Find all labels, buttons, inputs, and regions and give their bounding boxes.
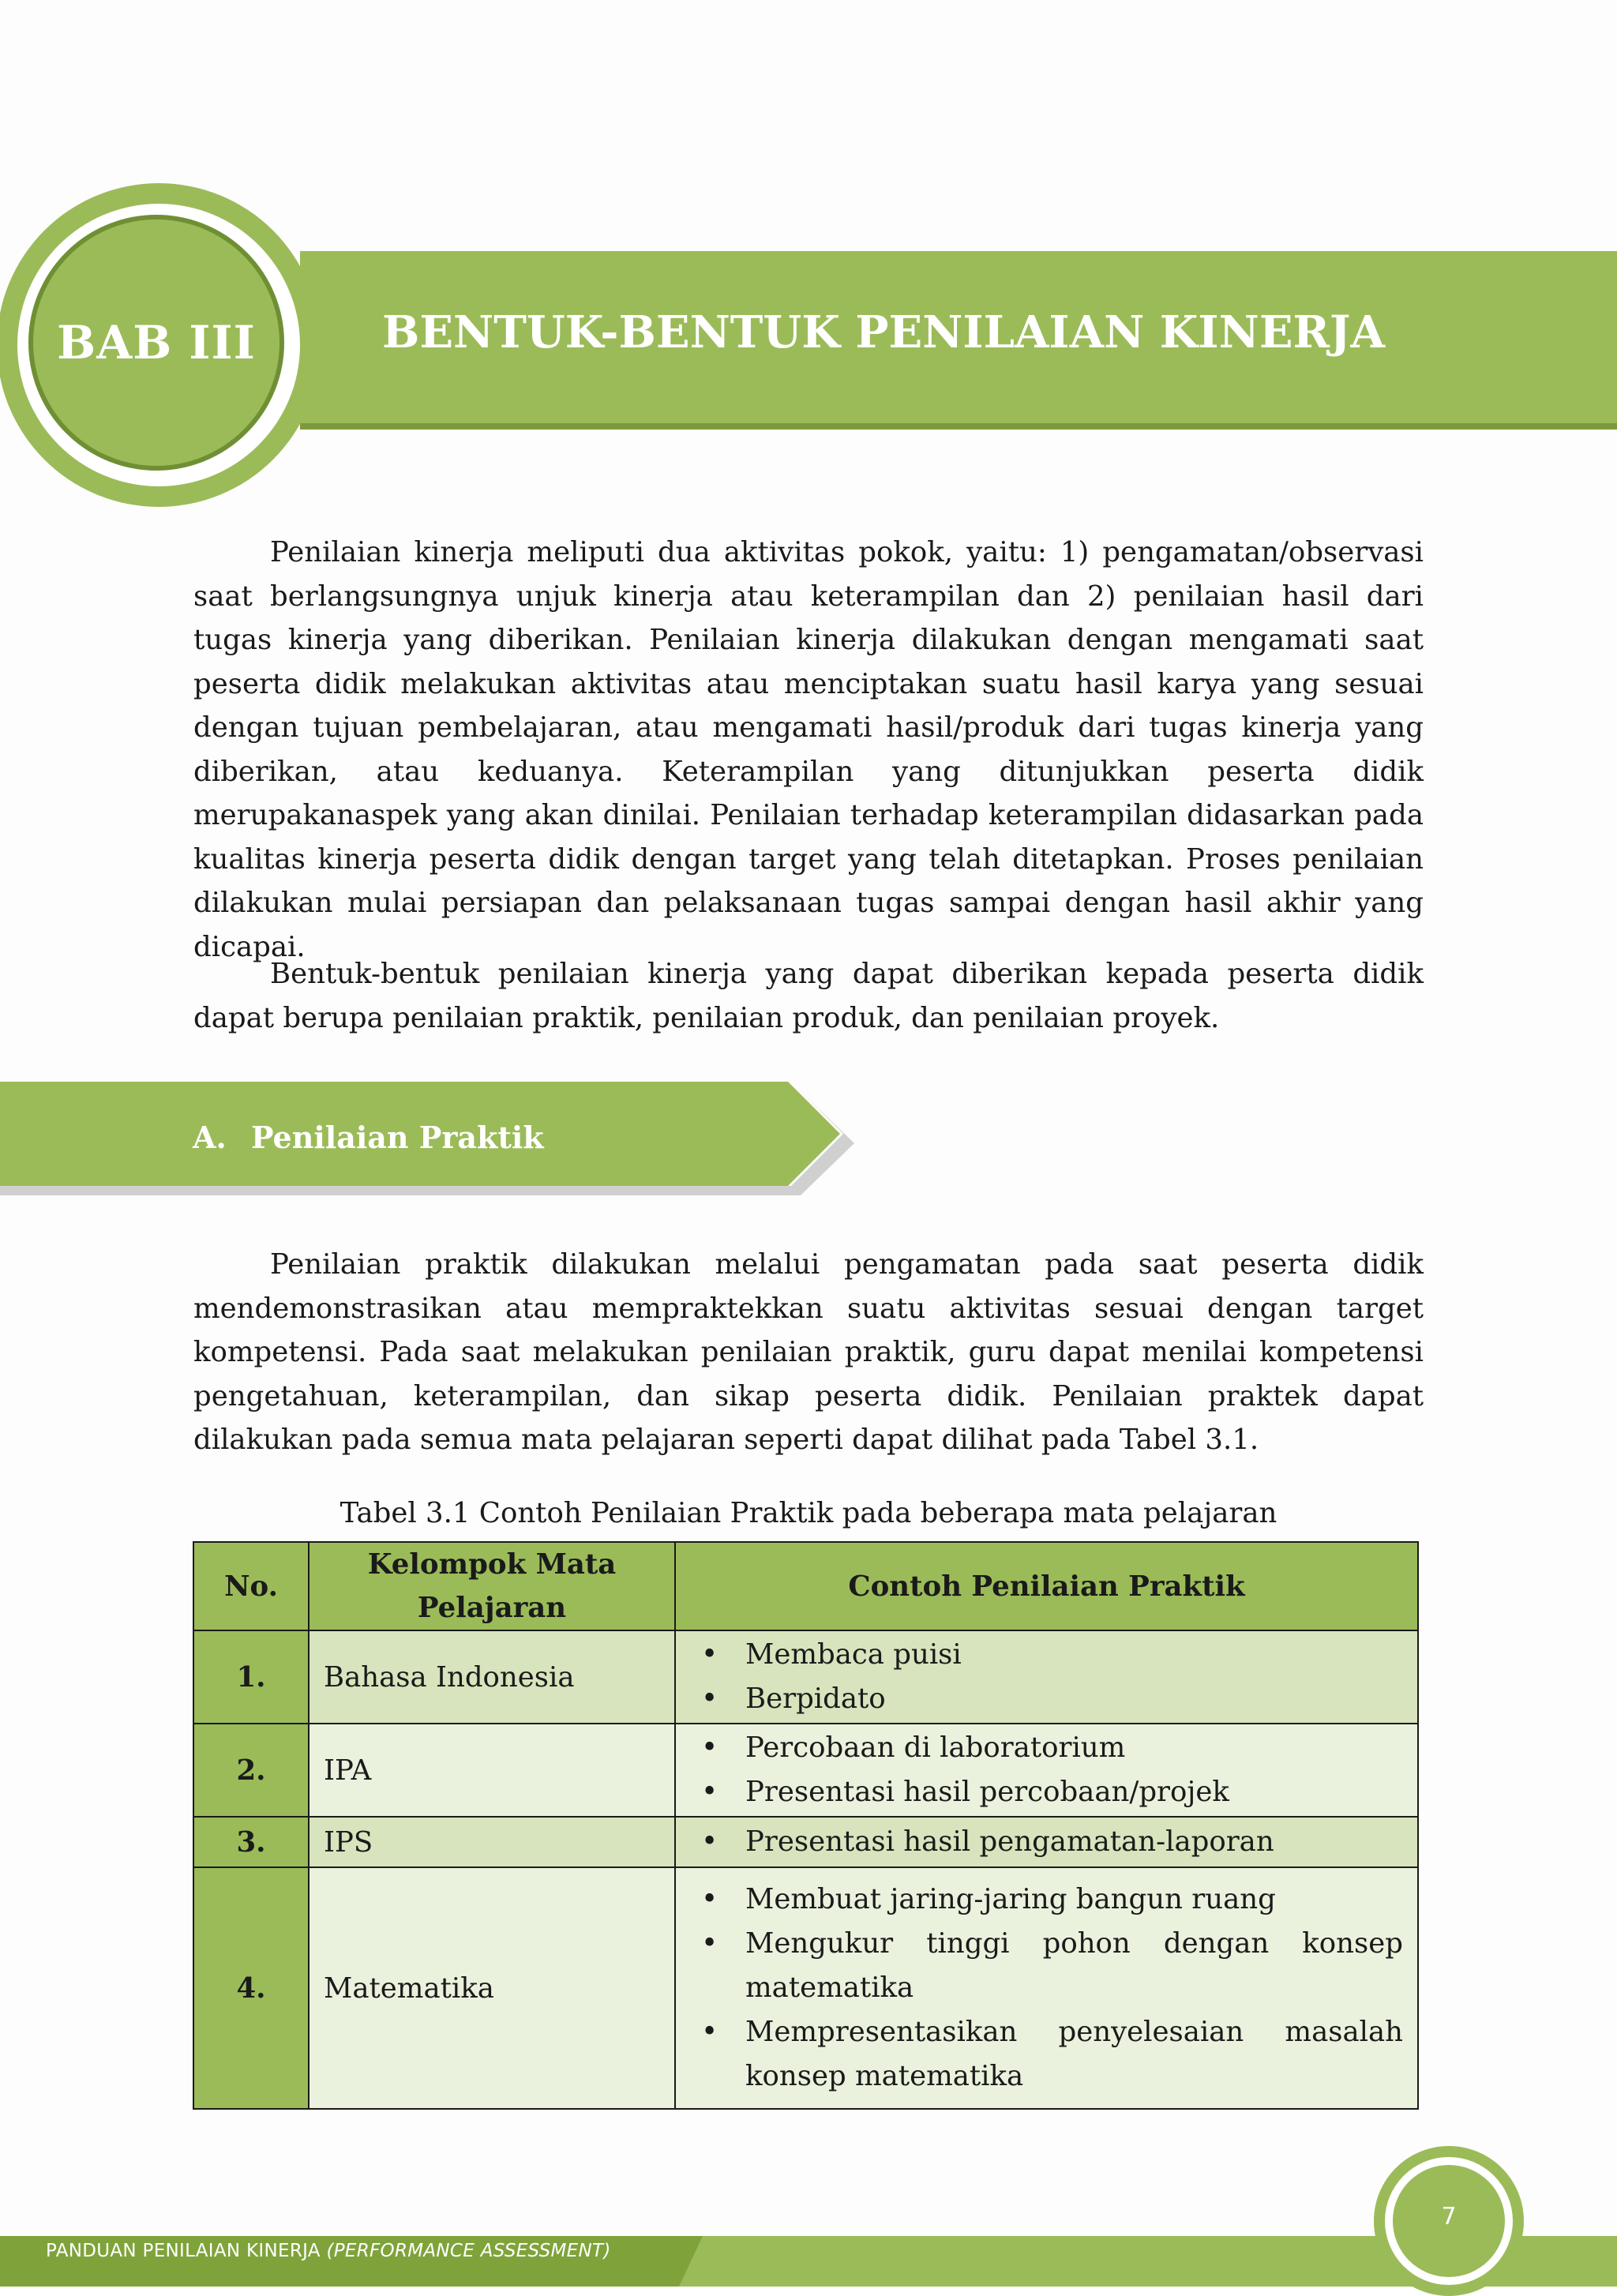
examples-list <box>690 1633 1403 1721</box>
row-examples <box>675 1724 1418 1817</box>
section-heading <box>193 1120 544 1155</box>
example-item: • Membaca puisi <box>690 1633 1403 1677</box>
chapter-header-underline <box>300 423 1617 430</box>
row-subject: Matematika <box>309 1867 675 2109</box>
table-row <box>193 1724 1418 1817</box>
example-item: • Berpidato <box>690 1677 1403 1721</box>
footer-subtitle: (PERFORMANCE ASSESSMENT) <box>326 2241 611 2261</box>
section-paragraph: Penilaian praktik dilakukan melalui pengamatan pada saat peserta didik mendemonstrasikan atau mempraktekkan suatu aktivitas sesuai dengan target kompetensi. Pada saat melakukan penilaian praktik, guru dapat menilai kompetensi pengetahuan, keterampilan, dan sikap peserta didik. Penilaian praktek dapat dilakukan pada semua mata pelajaran seperti dapat dilihat pada Tabel 3.1. <box>193 1248 1424 1456</box>
row-number: 2. <box>193 1724 309 1817</box>
table-row <box>193 1817 1418 1867</box>
row-number: 3. <box>193 1817 309 1867</box>
example-item: • Presentasi hasil percobaan/projek <box>690 1770 1403 1814</box>
row-number: 4. <box>193 1867 309 2109</box>
table-row <box>193 1630 1418 1724</box>
table-body <box>193 1630 1418 2109</box>
header-no: No. <box>193 1542 309 1630</box>
chapter-number: BAB III <box>57 316 256 370</box>
table-row <box>193 1867 1418 2109</box>
example-item: • Percobaan di laboratorium <box>690 1726 1403 1770</box>
example-item: • Membuat jaring-jaring bangun ruang <box>690 1878 1403 1922</box>
row-subject: Bahasa Indonesia <box>309 1630 675 1724</box>
row-examples <box>675 1867 1418 2109</box>
chapter-title: BENTUK-BENTUK PENILAIAN KINERJA <box>382 306 1385 358</box>
example-item: • Presentasi hasil pengamatan-laporan <box>690 1820 1403 1864</box>
row-examples <box>675 1630 1418 1724</box>
table-header-row <box>193 1542 1418 1630</box>
section-title: Penilaian Praktik <box>251 1120 544 1155</box>
row-subject: IPA <box>309 1724 675 1817</box>
practice-assessment-table <box>193 1541 1419 2110</box>
page-number: 7 <box>1441 2203 1457 2230</box>
examples-list <box>690 1820 1403 1864</box>
row-subject: IPS <box>309 1817 675 1867</box>
intro-paragraph-1: Penilaian kinerja meliputi dua aktivitas pokok, yaitu: 1) pengamatan/observasi saat berlangsungnya unjuk kinerja atau keterampilan dan 2) penilaian hasil dari tugas kinerja yang diberikan. Penilaian kinerja dilakukan dengan mengamati saat peserta didik melakukan aktivitas atau menciptakan suatu hasil karya yang sesuai dengan tujuan pembelajaran, atau mengamati hasil/produk dari tugas kinerja yang diberikan, atau keduanya. Keterampilan yang ditunjukkan peserta didik merupakanaspek yang akan dinilai. Penilaian terhadap keterampilan didasarkan pada kualitas kinerja peserta didik dengan target yang telah ditetapkan. Proses penilaian dilakukan mulai persiapan dan pelaksanaan tugas sampai dengan hasil akhir yang dicapai. <box>193 536 1424 963</box>
chapter-badge <box>28 215 284 471</box>
example-item: • Mengukur tinggi pohon dengan konsep matematika <box>690 1922 1403 2010</box>
intro-paragraph-2: Bentuk-bentuk penilaian kinerja yang dapat diberikan kepada peserta didik dapat berupa penilaian praktik, penilaian produk, dan penilaian proyek. <box>193 958 1424 1034</box>
row-examples <box>675 1817 1418 1867</box>
header-examples: Contoh Penilaian Praktik <box>675 1542 1418 1630</box>
examples-list <box>690 1878 1403 2099</box>
footer-title <box>46 2241 611 2261</box>
header-subject-group: Kelompok Mata Pelajaran <box>309 1542 675 1630</box>
examples-list <box>690 1726 1403 1814</box>
table-caption: Tabel 3.1 Contoh Penilaian Praktik pada beberapa mata pelajaran <box>340 1497 1277 1529</box>
row-number: 1. <box>193 1630 309 1724</box>
section-letter: A. <box>193 1120 227 1155</box>
footer-title-text: PANDUAN PENILAIAN KINERJA <box>46 2241 321 2261</box>
example-item: • Mempresentasikan penyelesaian masalah konsep matematika <box>690 2010 1403 2099</box>
